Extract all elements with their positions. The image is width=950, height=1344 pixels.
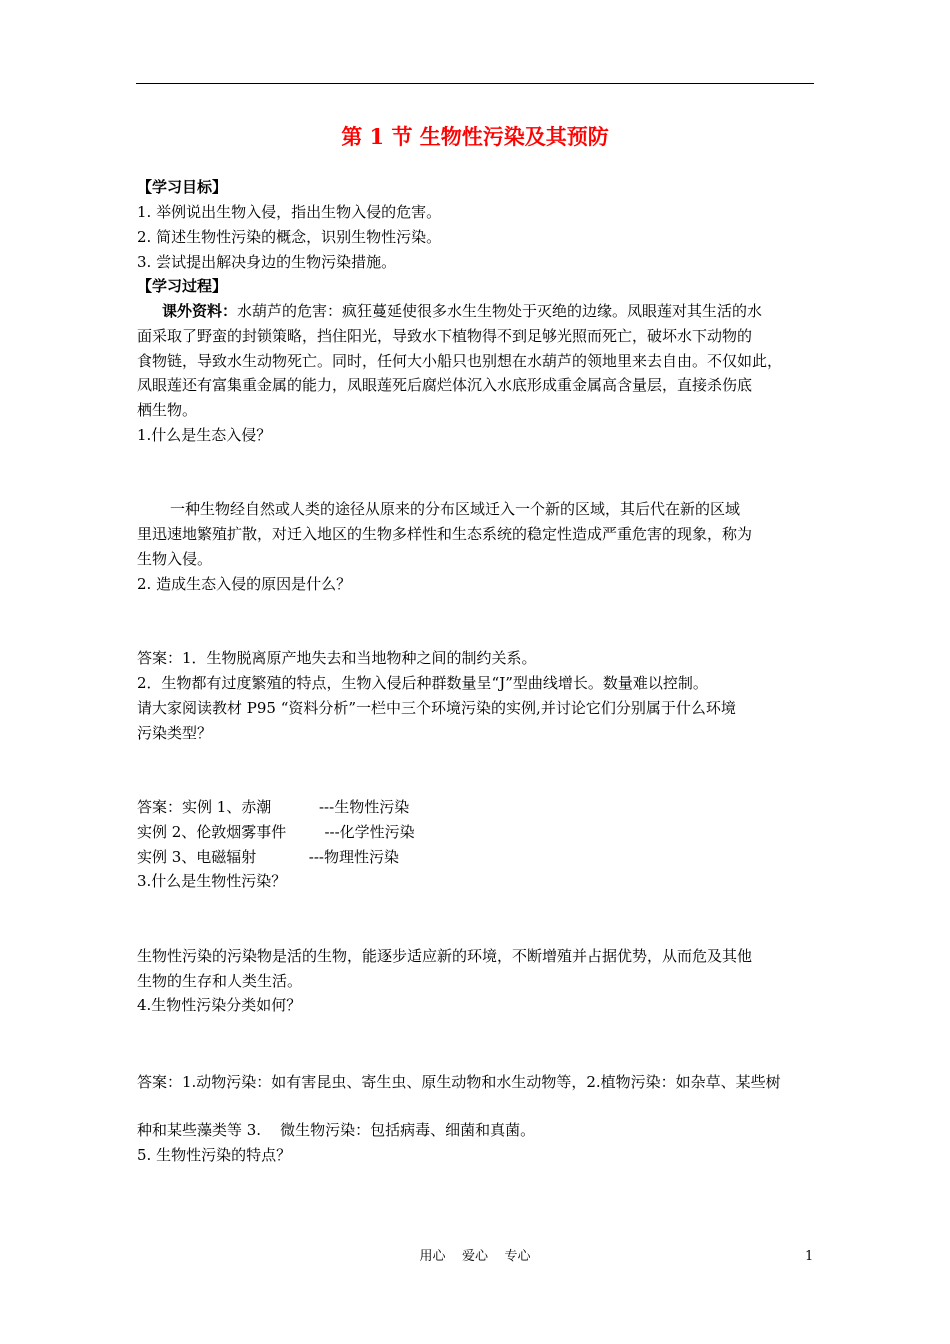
objective-line: 1. 举例说出生物入侵，指出生物入侵的危害。 [137, 203, 442, 221]
instruction-line: 污染类型？ [137, 724, 213, 742]
question-5: 5. 生物性污染的特点？ [137, 1146, 292, 1164]
answer-line: 2．生物都有过度繁殖的特点，生物入侵后种群数量呈“J”型曲线增长。数量难以控制。 [137, 674, 708, 692]
page-title: 第 1 节 生物性污染及其预防 [341, 124, 609, 149]
paragraph-line: 里迅速地繁殖扩散，对迁入地区的生物多样性和生态系统的稳定性造成严重危害的现象，称为 [137, 525, 753, 543]
extra-material-label: 课外资料： [162, 302, 238, 320]
answer-line: 实例 2、伦敦烟雾事件 ---化学性污染 [137, 823, 415, 841]
question-4: 4.生物性污染分类如何？ [137, 996, 302, 1014]
objective-line: 2. 简述生物性污染的概念，识别生物性污染。 [137, 228, 442, 246]
answer-line: 答案：实例 1、赤潮 ---生物性污染 [137, 798, 410, 816]
question-1: 1.什么是生态入侵？ [137, 426, 272, 444]
paragraph-line: 凤眼莲还有富集重金属的能力，凤眼莲死后腐烂体沉入水底形成重金属高含量层，直接杀伤底 [137, 376, 753, 394]
question-3: 3.什么是生物性污染？ [137, 872, 287, 890]
paragraph-line: 生物入侵。 [137, 550, 213, 568]
answer-line: 实例 3、电磁辐射 ---物理性污染 [137, 848, 399, 866]
paragraph-text: 水葫芦的危害：疯狂蔓延使很多水生生物处于灭绝的边缘。凤眼莲对其生活的水 [237, 302, 763, 320]
objective-line: 3. 尝试提出解决身边的生物污染措施。 [137, 253, 397, 271]
paragraph-line: 生物性污染的污染物是活的生物，能逐步适应新的环境，不断增殖并占据优势，从而危及其他 [137, 947, 753, 965]
paragraph-line: 生物的生存和人类生活。 [137, 972, 303, 990]
heading-objectives: 【学习目标】 [137, 178, 228, 196]
page-number: 1 [805, 1249, 814, 1264]
paragraph-line: 一种生物经自然或人类的途径从原来的分布区域迁入一个新的区域，其后代在新的区域 [170, 500, 741, 518]
extra-material-line [162, 299, 762, 323]
instruction-line: 请大家阅读教材 P95 “资料分析”一栏中三个环境污染的实例,并讨论它们分别属于什么环境 [137, 699, 736, 717]
paragraph-line: 食物链，导致水生动物死亡。同时，任何大小船只也别想在水葫芦的领地里来去自由。不仅如此， [137, 352, 783, 370]
header-rule [136, 83, 814, 84]
answer-line: 种和某些藻类等 3. 微生物污染：包括病毒、细菌和真菌。 [137, 1121, 536, 1139]
heading-process: 【学习过程】 [137, 277, 228, 295]
paragraph-line: 栖生物。 [137, 401, 198, 419]
paragraph-line: 面采取了野蛮的封锁策略，挡住阳光，导致水下植物得不到足够光照而死亡，破坏水下动物的 [137, 327, 753, 345]
answer-line: 答案：1．生物脱离原产地失去和当地物种之间的制约关系。 [137, 649, 537, 667]
page-footer: 用心 爱心 专心 [419, 1249, 531, 1264]
answer-line: 答案：1.动物污染：如有害昆虫、寄生虫、原生动物和水生动物等，2.植物污染：如杂草、某些树 [137, 1073, 781, 1091]
question-2: 2. 造成生态入侵的原因是什么？ [137, 575, 352, 593]
